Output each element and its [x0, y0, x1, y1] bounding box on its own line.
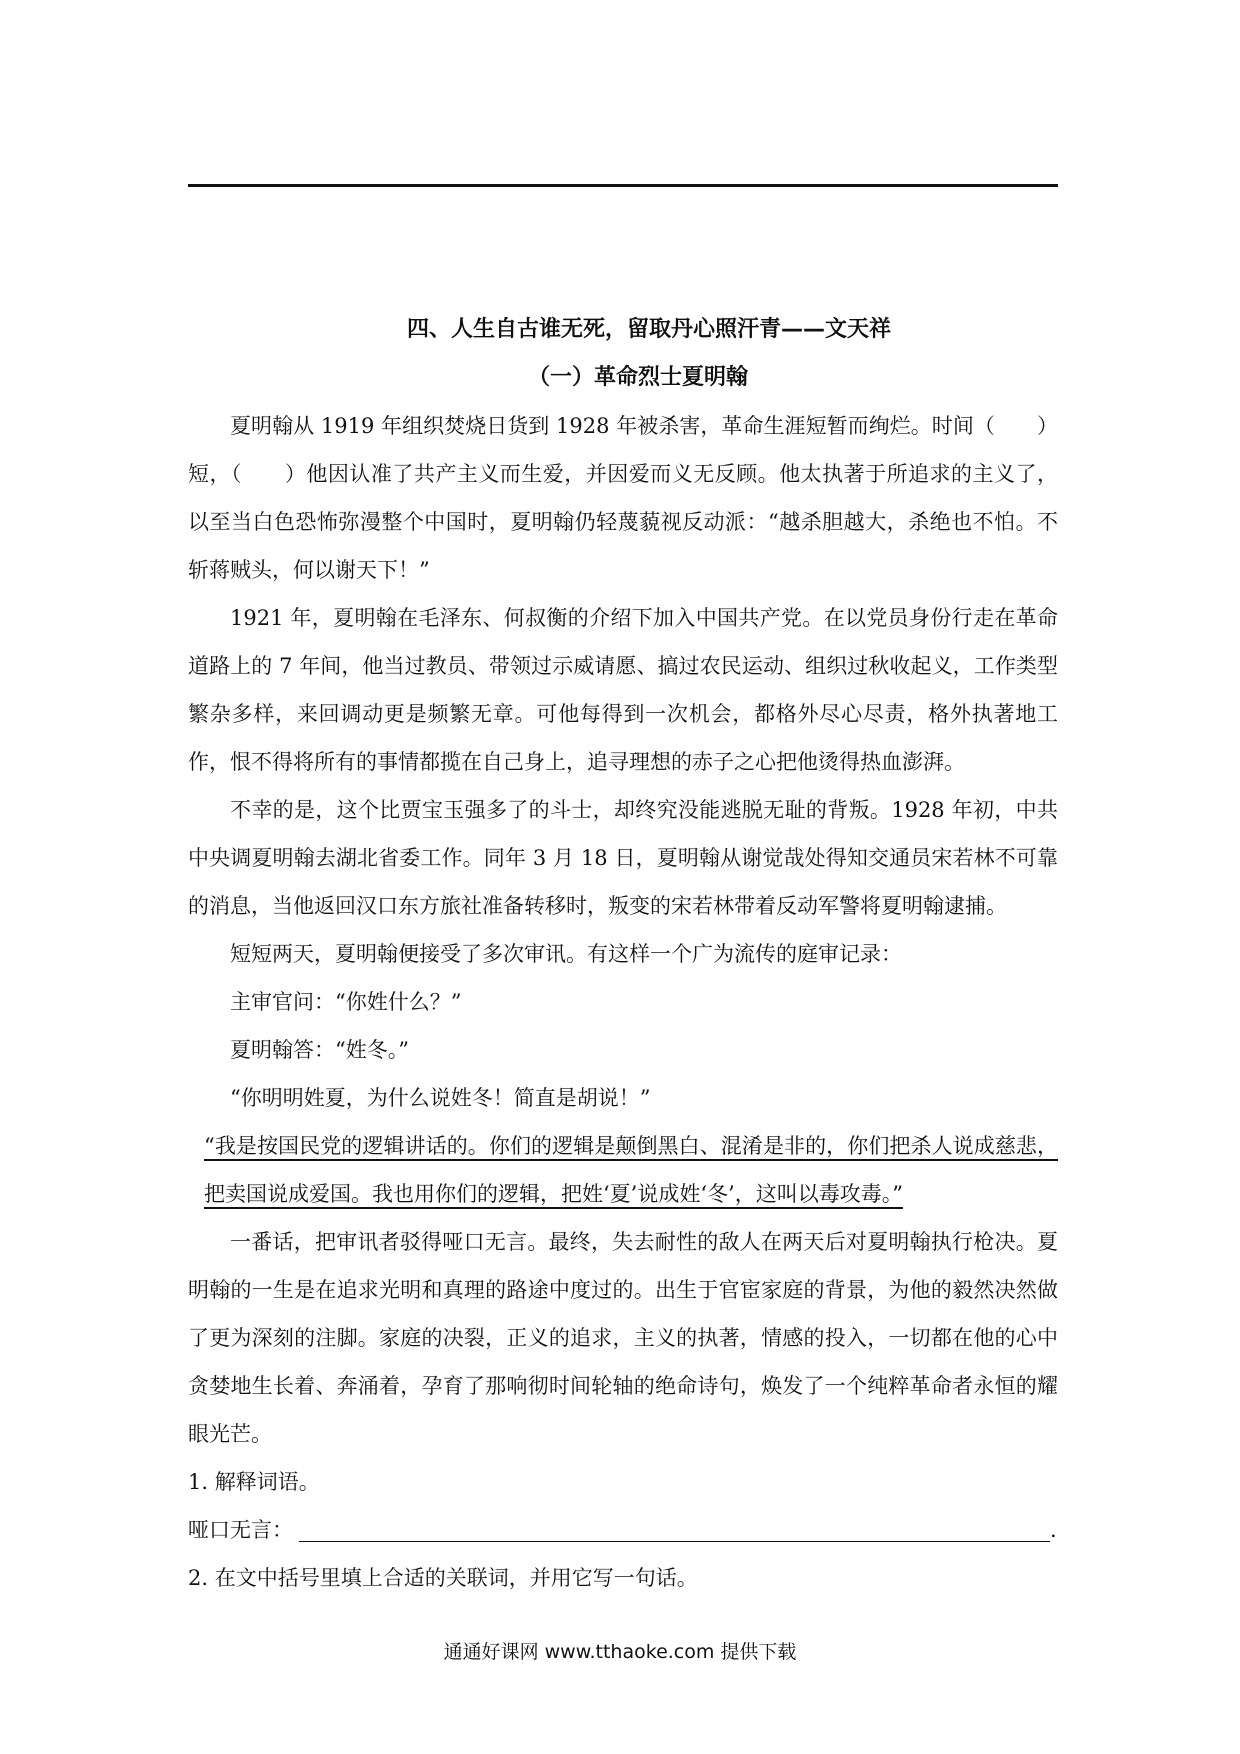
document-body: [188, 306, 1058, 1602]
paragraph-1: 夏明翰从 1919 年组织焚烧日货到 1928 年被杀害，革命生涯短暂而绚烂。时间（ ）短，（ ）他因认准了共产主义而生爱，并因爱而义无反顾。他太执著于所追求的主义了，以至当白色恐怖弥漫整个中国时，夏明翰仍轻蔑藐视反动派：“越杀胆越大，杀绝也不怕。不斩蒋贼头，何以谢天下！”: [188, 414, 1058, 582]
underlined-quote: “我是按国民党的逻辑讲话的。你们的逻辑是颠倒黑白、混淆是非的，你们把杀人说成慈悲，把卖国说成爱国。我也用你们的逻辑，把姓‘夏’说成姓‘冬’，这叫以毒攻毒。”: [204, 1134, 1058, 1206]
page-title: 四、人生自古谁无死，留取丹心照汗青——文天祥: [406, 317, 891, 342]
dialogue-intro: 短短两天，夏明翰便接受了多次审讯。有这样一个广为流传的庭审记录：: [230, 942, 902, 966]
closing-paragraph: 一番话，把审讯者驳得哑口无言。最终，失去耐性的敌人在两天后对夏明翰执行枪决。夏明翰的一生是在追求光明和真理的路途中度过的。出生于官宦家庭的背景，为他的毅然决然做了更为深刻的注脚。家庭的决裂，正义的追求，主义的执著，情感的投入，一切都在他的心中贪婪地生长着、奔涌着，孕育了那响彻时间轮轴的绝命诗句，焕发了一个纯粹革命者永恒的耀眼光芒。: [188, 1230, 1058, 1446]
paragraph-3: 不幸的是，这个比贾宝玉强多了的斗士，却终究没能逃脱无耻的背叛。1928 年初，中共中央调夏明翰去湖北省委工作。同年 3 月 18 日，夏明翰从谢觉哉处得知交通员宋若林不可靠的消息，当他返回汉口东方旅社准备转移时，叛变的宋若林带着反动军警将夏明翰逮捕。: [188, 798, 1058, 918]
answer-blank-line[interactable]: [299, 1541, 1050, 1542]
dialogue-answer: 夏明翰答：“姓冬。”: [230, 1038, 409, 1062]
answer-end-period: .: [1050, 1518, 1057, 1542]
question-1-answer-row: [188, 1506, 1058, 1554]
header-rule: [188, 184, 1058, 187]
question-2: 2. 在文中括号里填上合适的关联词，并用它写一句话。: [188, 1566, 698, 1590]
section-subtitle: （一）革命烈士夏明翰: [527, 365, 748, 390]
dialogue-retort: “你明明姓夏，为什么说姓冬！简直是胡说！”: [230, 1086, 651, 1110]
term-label: 哑口无言：: [188, 1518, 293, 1542]
footer-credit: 通通好课网 www.tthaoke.com 提供下载: [443, 1641, 797, 1663]
paragraph-2: 1921 年，夏明翰在毛泽东、何叔衡的介绍下加入中国共产党。在以党员身份行走在革命道路上的 7 年间，他当过教员、带领过示威请愿、搞过农民运动、组织过秋收起义，工作类型繁杂多样，来回调动更是频繁无章。可他每得到一次机会，都格外尽心尽责，格外执著地工作，恨不得将所有的事情都揽在自己身上，追寻理想的赤子之心把他烫得热血澎湃。: [188, 606, 1058, 774]
dialogue-question: 主审官问：“你姓什么？”: [230, 990, 462, 1014]
question-1: 1. 解释词语。: [188, 1470, 320, 1494]
